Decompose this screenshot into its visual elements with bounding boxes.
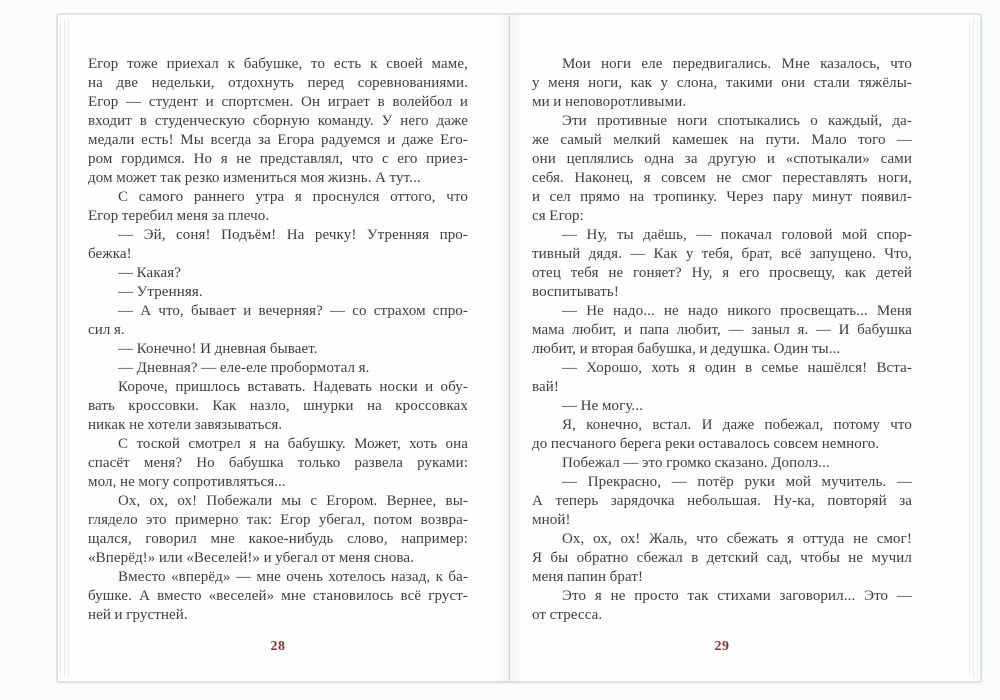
text-line: Ох, ох, ох! Жаль, что сбежать я оттуда не смог! [562, 531, 912, 547]
text-line: А теперь зарядочка небольшая. Ну-ка, повторяй за [532, 493, 912, 509]
left-page [88, 55, 468, 656]
page-number-right: 29 [714, 639, 730, 654]
text-line: от стресса. [532, 607, 603, 623]
right-page [532, 55, 912, 656]
text-line: спасёт меня? Но бабушка только развела руками: [88, 455, 468, 471]
paragraph [88, 378, 468, 435]
text-line: вать кроссовки. Как назло, шнурки на кроссовках [88, 398, 468, 414]
paragraph [532, 112, 912, 226]
right-page-text [532, 55, 912, 625]
paragraph [88, 359, 468, 378]
paragraph [532, 359, 912, 397]
text-line: дом может так резко измениться моя жизнь. А тут... [88, 170, 421, 186]
text-line: Егор — студент и спортсмен. Он играет в волейбол и [88, 94, 468, 110]
text-line: входит в студенческую сборную команду. У него даже [88, 113, 468, 129]
paragraph [88, 568, 468, 625]
page-edges-left [60, 18, 69, 678]
text-line: Эти противные ноги спотыкались о каждый, да- [562, 113, 912, 129]
text-line: себя. Наконец, я совсем не смог переставлять ноги, [532, 170, 912, 186]
paragraph [88, 492, 468, 568]
text-line: Я бы обратно сбежал в детский сад, чтобы не мучил [532, 550, 912, 566]
text-line: ся Егор: [532, 208, 584, 224]
text-line: С самого раннего утра я проснулся оттого, что [118, 189, 468, 205]
text-line: тивный дядя. — Как у тебя, брат, всё запущено. Что, [532, 246, 912, 262]
text-line: Егор теребил меня за плечо. [88, 208, 270, 224]
text-line: глядело это примерно так: Егор убегал, потом возвра- [88, 512, 468, 528]
paragraph [532, 55, 912, 112]
paragraph [532, 530, 912, 587]
paragraph [88, 55, 468, 188]
text-line: мной! [532, 512, 571, 528]
text-line: сил я. [88, 322, 125, 338]
paragraph [88, 283, 468, 302]
text-line: — Не надо... не надо никого просвещать... Меня [562, 303, 912, 319]
text-line: на две недельки, отдохнуть перед соревнованиями. [88, 75, 468, 91]
text-line: медали есть! Мы всегда за Егора радуемся и даже Его- [88, 132, 468, 148]
paragraph [532, 226, 912, 302]
text-line: бушке. А вместо «веселей» мне становилось всё груст- [88, 588, 468, 604]
text-line: — Какая? [118, 265, 181, 281]
text-line: Это я не просто так стихами заговорил... Это — [562, 588, 912, 604]
paragraph [532, 416, 912, 454]
paragraph [88, 264, 468, 283]
text-line: Ох, ох, ох! Побежали мы с Егором. Вернее, вы- [118, 493, 468, 509]
text-line: — Прекрасно, — потёр руки мой мучитель. — [562, 474, 912, 490]
text-line: вай! [532, 379, 559, 395]
text-line: — Эй, соня! Подъём! На речку! Утренняя про- [118, 227, 468, 243]
text-line: Побежал — это громко сказано. Дополз... [562, 455, 830, 471]
text-line: — Конечно! И дневная бывает. [118, 341, 318, 357]
paragraph [532, 397, 912, 416]
page-number-left: 28 [270, 639, 286, 654]
text-line: Вместо «вперёд» — мне очень хотелось назад, к ба- [118, 569, 468, 585]
text-line: Короче, пришлось вставать. Надевать носки и обу- [118, 379, 468, 395]
text-line: — Утренняя. [118, 284, 203, 300]
text-line: и сел прямо на тропинку. Через пару минут появил- [532, 189, 912, 205]
text-line: бежка! [88, 246, 132, 262]
paragraph [532, 454, 912, 473]
text-line: Мои ноги еле передвигались. Мне казалось, что [562, 56, 912, 72]
page-edges-right [969, 18, 978, 678]
paragraph [88, 188, 468, 226]
text-line: мол, не могу сопротивляться... [88, 474, 286, 490]
text-line: — Не могу... [562, 398, 643, 414]
paragraph [88, 226, 468, 264]
text-line: щался, говорил мне какое-нибудь слово, например: [88, 531, 468, 547]
paragraph [88, 340, 468, 359]
text-line: Егор тоже приехал к бабушке, то есть к своей маме, [88, 56, 468, 72]
text-line: же самый мелкий камешек на пути. Мало того — [532, 132, 912, 148]
book-spread [57, 14, 981, 682]
text-line: ней и грустней. [88, 607, 188, 623]
text-line: С тоской смотрел я на бабушку. Может, хоть она [118, 436, 468, 452]
paragraph [532, 302, 912, 359]
text-line: — Дневная? — еле-еле пробормотал я. [118, 360, 370, 376]
paragraph [532, 587, 912, 625]
text-line: до песчаного берега реки оставалось совсем немного. [532, 436, 880, 452]
text-line: любит, и вторая бабушка, и дедушка. Один ты... [532, 341, 841, 357]
paragraph [532, 473, 912, 530]
text-line: мама любит, и папа любит, — заныл я. — И бабушка [532, 322, 912, 338]
paragraph [88, 302, 468, 340]
left-page-text [88, 55, 468, 625]
text-line: у меня ноги, как у слона, такими они стали тяжёлы- [532, 75, 912, 91]
text-line: воспитывать! [532, 284, 619, 300]
text-line: — Хорошо, хоть я один в семье нашёлся! Вста- [562, 360, 912, 376]
text-line: никак не хотели завязываться. [88, 417, 283, 433]
text-line: «Вперёд!» или «Веселей!» и убегал от меня снова. [88, 550, 414, 566]
book-spine [494, 15, 524, 681]
text-line: отец тебя не гоняет? Ну, я его просвещу, как детей [532, 265, 912, 281]
paragraph [88, 435, 468, 492]
text-line: ми и неповоротливыми. [532, 94, 687, 110]
text-line: — Ну, ты даёшь, — покачал головой мой спор- [562, 227, 912, 243]
text-line: Я, конечно, встал. И даже побежал, потому что [562, 417, 912, 433]
text-line: — А что, бывает и вечерняя? — со страхом спро- [118, 303, 468, 319]
text-line: меня папин брат! [532, 569, 644, 585]
text-line: ром гордимся. Но я не представлял, что с его приез- [88, 151, 468, 167]
text-line: они цеплялись одна за другую и «спотыкали» сами [532, 151, 912, 167]
